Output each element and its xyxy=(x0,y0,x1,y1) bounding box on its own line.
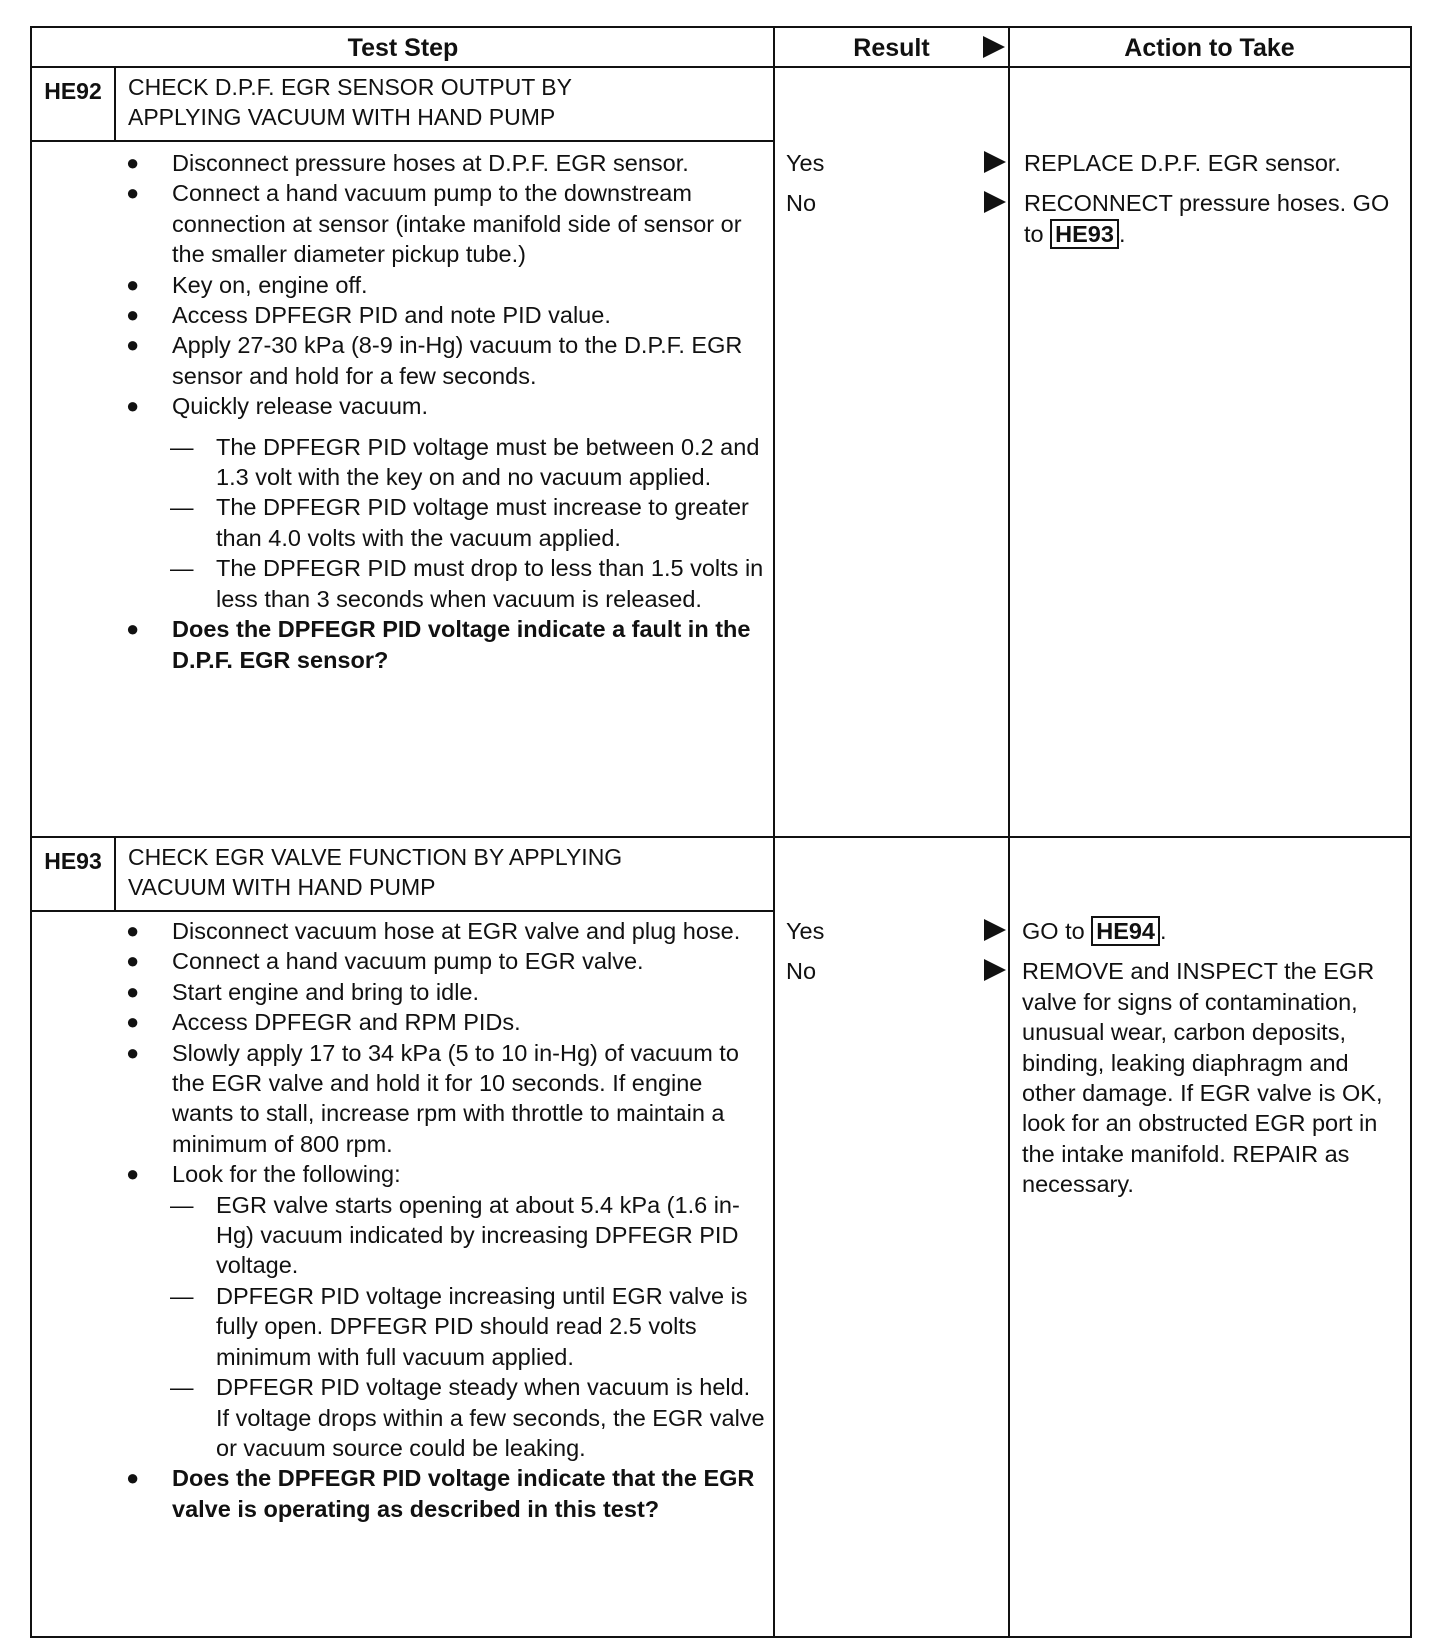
list-item xyxy=(126,977,766,1007)
sub-text: The DPFEGR PID voltage must be between 0.2 and 1.3 volt with the key on and no vacuum applied. xyxy=(216,433,760,491)
action-no-end: . xyxy=(1118,220,1126,247)
list-item xyxy=(126,1007,766,1037)
step-link-he94[interactable]: HE94 xyxy=(1091,916,1160,946)
dash-icon: — xyxy=(170,555,194,582)
list-item xyxy=(126,148,766,178)
step-title-line: APPLYING VACUUM WITH HAND PUMP xyxy=(128,104,556,130)
sub-item xyxy=(126,1281,766,1372)
list-item xyxy=(126,1038,766,1160)
list-item xyxy=(126,391,766,421)
bullet-icon: ● xyxy=(126,150,140,175)
result-yes: Yes xyxy=(786,150,825,176)
result-row-no xyxy=(786,956,1006,996)
bullet-icon: ● xyxy=(126,1039,140,1065)
step-title-line: CHECK EGR VALVE FUNCTION BY APPLYING xyxy=(128,844,623,870)
code-divider xyxy=(114,68,116,140)
list-item xyxy=(126,916,766,946)
bullet-text: Disconnect pressure hoses at D.P.F. EGR sensor. xyxy=(172,150,689,176)
header-test-step: Test Step xyxy=(32,28,774,68)
arrow-icon xyxy=(984,959,1006,981)
bullet-text: Access DPFEGR and RPM PIDs. xyxy=(172,1009,521,1036)
bullet-icon: ● xyxy=(126,332,140,358)
step-title-he93 xyxy=(128,842,622,902)
list-item xyxy=(126,330,766,391)
question-text: Does the DPFEGR PID voltage indicate that the EGR valve is operating as described in this test? xyxy=(172,1465,755,1522)
result-he93 xyxy=(786,916,1006,996)
step-title-line: VACUUM WITH HAND PUMP xyxy=(128,874,436,900)
sub-item xyxy=(126,1190,766,1281)
bullet-text: Disconnect vacuum hose at EGR valve and plug hose. xyxy=(172,918,741,944)
step-body-he93 xyxy=(126,916,766,1524)
result-yes: Yes xyxy=(786,918,825,944)
section-divider xyxy=(32,836,1410,838)
title-divider xyxy=(32,910,774,912)
bullet-text: Key on, engine off. xyxy=(172,271,368,298)
bullet-text: Connect a hand vacuum pump to EGR valve. xyxy=(172,948,644,975)
question-item xyxy=(126,1463,766,1524)
sub-text: EGR valve starts opening at about 5.4 kPa (1.6 in-Hg) vacuum indicated by increasing DPFEGR PID voltage. xyxy=(216,1191,740,1279)
bullet-icon: ● xyxy=(126,616,140,642)
header-result-label: Result xyxy=(853,34,930,62)
question-text: Does the DPFEGR PID voltage indicate a fault in the D.P.F. EGR sensor? xyxy=(172,616,751,673)
action-yes-end: . xyxy=(1160,918,1167,944)
bullet-icon: ● xyxy=(126,393,140,419)
title-divider xyxy=(32,140,774,142)
bullet-icon: ● xyxy=(126,302,140,328)
bullet-icon: ● xyxy=(126,1009,140,1035)
bullet-icon: ● xyxy=(126,948,140,974)
sub-item xyxy=(126,492,766,553)
step-title-line: CHECK D.P.F. EGR SENSOR OUTPUT BY xyxy=(128,74,572,100)
bullet-text: Quickly release vacuum. xyxy=(172,393,428,420)
action-yes: REPLACE D.P.F. EGR sensor. xyxy=(1024,150,1341,176)
diagnostic-table xyxy=(30,26,1412,1638)
step-link-he93[interactable]: HE93 xyxy=(1050,219,1119,249)
list-item xyxy=(126,270,766,300)
question-item xyxy=(126,614,766,675)
dash-icon: — xyxy=(170,494,194,521)
dash-icon: — xyxy=(170,1282,194,1309)
action-no-text: RECONNECT pressure hoses. GO to xyxy=(1024,190,1390,247)
result-row-no xyxy=(786,188,1006,228)
header-action: Action to Take xyxy=(1009,28,1410,68)
header-result xyxy=(774,28,1009,68)
column-divider xyxy=(773,28,775,1636)
list-item xyxy=(126,1159,766,1189)
action-he93 xyxy=(1022,916,1404,1210)
list-item xyxy=(126,300,766,330)
sub-item xyxy=(126,432,766,493)
bullet-text: Access DPFEGR PID and note PID value. xyxy=(172,302,611,329)
bullet-text: Slowly apply 17 to 34 kPa (5 to 10 in-Hg) of vacuum to the EGR valve and hold it for 10 seconds. If engine wants to stall, increase rpm with throttle to maintain a minimum of 800 rpm. xyxy=(172,1039,739,1157)
arrow-icon xyxy=(983,36,1005,58)
code-divider xyxy=(114,838,116,910)
bullet-icon: ● xyxy=(126,1465,140,1491)
sub-text: DPFEGR PID voltage increasing until EGR valve is fully open. DPFEGR PID should read 2.5 volts minimum with full vacuum applied. xyxy=(216,1282,748,1370)
bullet-text: Start engine and bring to idle. xyxy=(172,978,480,1005)
sub-item xyxy=(126,553,766,614)
bullet-icon: ● xyxy=(126,271,140,297)
bullet-icon: ● xyxy=(126,978,140,1004)
bullet-text: Look for the following: xyxy=(172,1161,401,1188)
sub-item xyxy=(126,1372,766,1463)
dash-icon: — xyxy=(170,1374,194,1401)
action-yes xyxy=(1022,916,1404,946)
result-no: No xyxy=(786,190,817,216)
sub-text: DPFEGR PID voltage steady when vacuum is held. If voltage drops within a few seconds, the EGR valve or vacuum source could be leaking. xyxy=(216,1374,765,1461)
step-code-he93: HE93 xyxy=(44,848,102,874)
step-code-he92: HE92 xyxy=(44,78,102,104)
step-body-he92 xyxy=(126,148,766,675)
action-he92 xyxy=(1024,148,1404,259)
column-divider xyxy=(1008,28,1010,1636)
dash-icon: — xyxy=(170,1191,194,1218)
bullet-icon: ● xyxy=(126,1161,140,1187)
result-no: No xyxy=(786,958,817,984)
arrow-icon xyxy=(984,191,1006,213)
bullet-text: Apply 27-30 kPa (8-9 in-Hg) vacuum to the D.P.F. EGR sensor and hold for a few seconds. xyxy=(172,332,743,389)
bullet-text: Connect a hand vacuum pump to the downstream connection at sensor (intake manifold side of sensor or the smaller diameter pickup tube.) xyxy=(172,180,742,268)
list-item xyxy=(126,946,766,976)
action-no xyxy=(1024,188,1404,249)
result-he92 xyxy=(786,148,1006,228)
step-title-he92 xyxy=(128,72,572,132)
sub-text: The DPFEGR PID must drop to less than 1.5 volts in less than 3 seconds when vacuum is released. xyxy=(216,555,764,612)
bullet-icon: ● xyxy=(126,918,140,943)
result-row-yes xyxy=(786,916,1006,956)
result-row-yes xyxy=(786,148,1006,188)
action-yes-text: GO to xyxy=(1022,918,1085,944)
arrow-icon xyxy=(984,151,1006,173)
bullet-icon: ● xyxy=(126,180,140,206)
sub-text: The DPFEGR PID voltage must increase to greater than 4.0 volts with the vacuum applied. xyxy=(216,494,749,551)
arrow-icon xyxy=(984,919,1006,941)
dash-icon: — xyxy=(170,433,194,460)
action-no: REMOVE and INSPECT the EGR valve for signs of contamination, unusual wear, carbon deposits, binding, leaking diaphragm and other damage. If EGR valve is OK, look for an obstructed EGR port in the intake manifold. REPAIR as necessary. xyxy=(1022,958,1383,1198)
list-item xyxy=(126,178,766,269)
